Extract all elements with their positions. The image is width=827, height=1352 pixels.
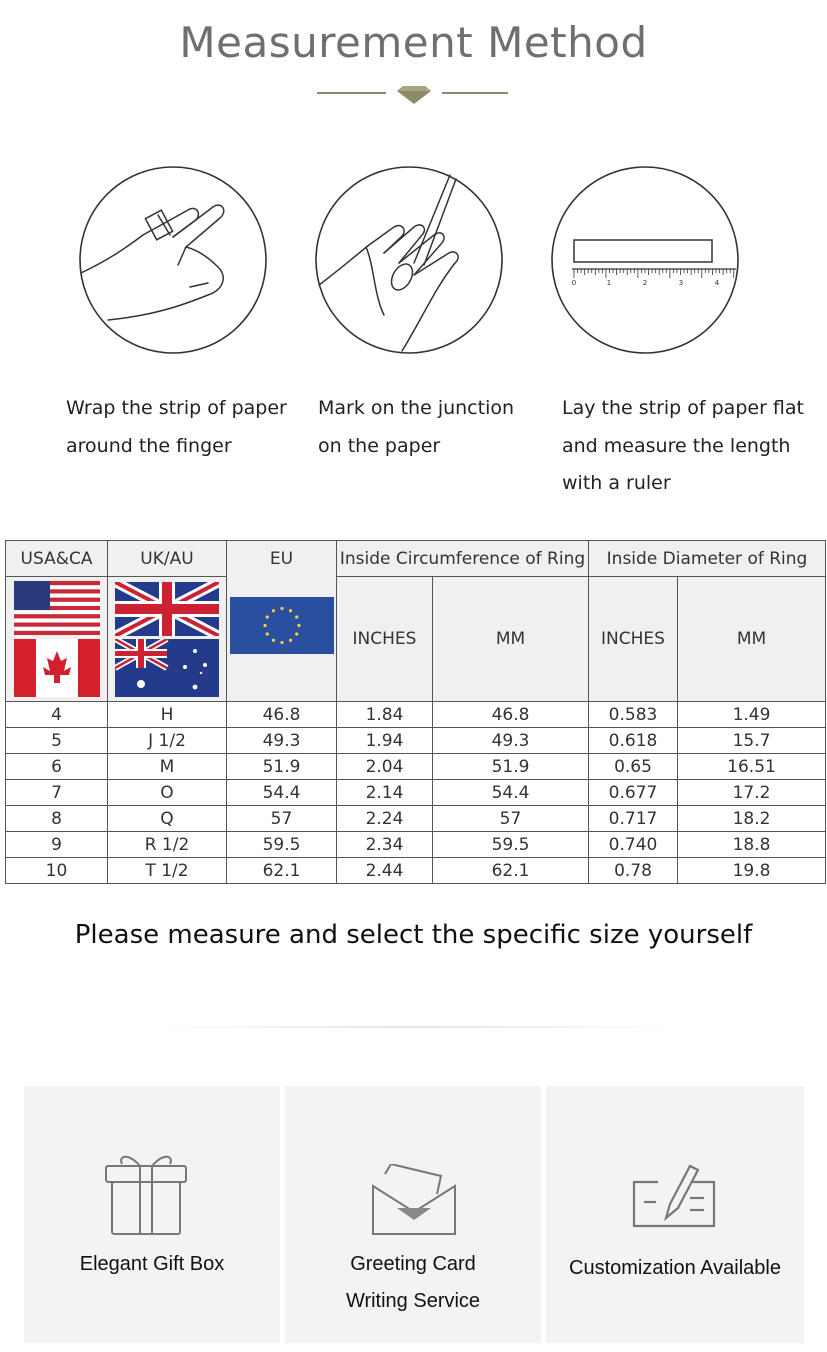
cell-circ-mm: 46.8 — [433, 702, 589, 728]
cell-circ-mm: 62.1 — [433, 858, 589, 884]
cell-usa-ca: 5 — [6, 728, 108, 754]
header-circumference: Inside Circumference of Ring — [337, 541, 589, 577]
us-flag-icon — [14, 581, 100, 635]
cell-diam-mm: 1.49 — [678, 702, 826, 728]
service-label-greeting-card: Greeting Card Writing Service — [345, 1253, 481, 1312]
cell-circ-inches: 2.34 — [337, 832, 433, 858]
envelope-card-icon — [371, 1164, 457, 1236]
cell-diam-mm: 19.8 — [678, 858, 826, 884]
svg-text:4: 4 — [714, 279, 720, 287]
hand-wrap-icon — [78, 165, 268, 355]
cell-uk-au: O — [108, 780, 227, 806]
svg-text:3: 3 — [678, 279, 684, 287]
cell-circ-inches: 2.04 — [337, 754, 433, 780]
header-circ-inches: INCHES — [337, 577, 433, 702]
size-note: Please measure and select the specific size yourself — [74, 920, 753, 950]
page-title: Measurement Method — [179, 18, 648, 67]
diamond-ornament-icon — [314, 80, 514, 106]
cell-diam-inches: 0.677 — [589, 780, 678, 806]
cell-circ-mm: 51.9 — [433, 754, 589, 780]
table-row — [6, 728, 826, 754]
header-circ-mm: MM — [433, 577, 589, 702]
cell-diam-inches: 0.740 — [589, 832, 678, 858]
service-customization — [546, 1086, 804, 1343]
cell-usa-ca: 7 — [6, 780, 108, 806]
header-diameter: Inside Diameter of Ring — [589, 541, 826, 577]
cell-circ-inches: 1.94 — [337, 728, 433, 754]
cell-circ-mm: 57 — [433, 806, 589, 832]
uk-au-flags — [108, 577, 227, 702]
cell-diam-mm: 17.2 — [678, 780, 826, 806]
cell-circ-inches: 2.24 — [337, 806, 433, 832]
cell-usa-ca: 6 — [6, 754, 108, 780]
cell-circ-inches: 2.44 — [337, 858, 433, 884]
step-2-text: Mark on the junction on the paper — [318, 397, 515, 457]
cell-uk-au: T 1/2 — [108, 858, 227, 884]
cell-eu: 49.3 — [227, 728, 337, 754]
cell-circ-inches: 2.14 — [337, 780, 433, 806]
table-row — [6, 858, 826, 884]
table-row — [6, 754, 826, 780]
service-label-gift-box: Elegant Gift Box — [79, 1253, 225, 1275]
cell-usa-ca: 8 — [6, 806, 108, 832]
uk-flag-icon — [115, 582, 219, 636]
table-row — [6, 780, 826, 806]
cell-diam-inches: 0.618 — [589, 728, 678, 754]
header-diam-inches: INCHES — [589, 577, 678, 702]
header-usa-ca: USA&CA — [6, 541, 108, 577]
header-eu-cell — [227, 541, 337, 702]
svg-text:0: 0 — [571, 279, 577, 287]
cell-uk-au: M — [108, 754, 227, 780]
svg-text:1: 1 — [606, 279, 612, 287]
ring-size-table — [5, 540, 826, 884]
cell-diam-mm: 15.7 — [678, 728, 826, 754]
cell-eu: 62.1 — [227, 858, 337, 884]
cell-uk-au: Q — [108, 806, 227, 832]
hand-mark-icon — [314, 165, 504, 355]
svg-text:2: 2 — [642, 279, 648, 287]
cell-circ-mm: 59.5 — [433, 832, 589, 858]
cell-diam-inches: 0.78 — [589, 858, 678, 884]
header-diam-mm: MM — [678, 577, 826, 702]
service-label-customization: Customization Available — [569, 1257, 781, 1279]
table-row — [6, 702, 826, 728]
table-row — [6, 806, 826, 832]
step-1-text: Wrap the strip of paper around the finger — [66, 397, 287, 457]
usa-ca-flags — [6, 577, 108, 702]
cell-diam-inches: 0.65 — [589, 754, 678, 780]
cell-eu: 54.4 — [227, 780, 337, 806]
gift-box-icon — [104, 1150, 190, 1238]
step-3-text: Lay the strip of paper flat and measure the length with a ruler — [562, 397, 804, 494]
cell-circ-mm: 54.4 — [433, 780, 589, 806]
cell-eu: 59.5 — [227, 832, 337, 858]
header-eu: EU — [269, 549, 294, 569]
australia-flag-icon — [115, 639, 219, 697]
edit-pen-icon — [632, 1162, 718, 1232]
cell-eu: 46.8 — [227, 702, 337, 728]
cell-diam-mm: 18.2 — [678, 806, 826, 832]
ruler-icon — [550, 165, 740, 355]
cell-circ-inches: 1.84 — [337, 702, 433, 728]
cell-eu: 57 — [227, 806, 337, 832]
cell-eu: 51.9 — [227, 754, 337, 780]
cell-usa-ca: 9 — [6, 832, 108, 858]
cell-diam-inches: 0.583 — [589, 702, 678, 728]
cell-diam-inches: 0.717 — [589, 806, 678, 832]
canada-flag-icon — [14, 639, 100, 697]
cell-usa-ca: 10 — [6, 858, 108, 884]
cell-diam-mm: 18.8 — [678, 832, 826, 858]
cell-uk-au: R 1/2 — [108, 832, 227, 858]
cell-circ-mm: 49.3 — [433, 728, 589, 754]
service-greeting-card — [285, 1086, 541, 1343]
cell-usa-ca: 4 — [6, 702, 108, 728]
cell-uk-au: H — [108, 702, 227, 728]
header-uk-au: UK/AU — [108, 541, 227, 577]
table-row — [6, 832, 826, 858]
cell-diam-mm: 16.51 — [678, 754, 826, 780]
eu-flag-icon — [230, 597, 334, 654]
service-gift-box — [24, 1086, 280, 1343]
divider — [150, 1026, 680, 1028]
cell-uk-au: J 1/2 — [108, 728, 227, 754]
